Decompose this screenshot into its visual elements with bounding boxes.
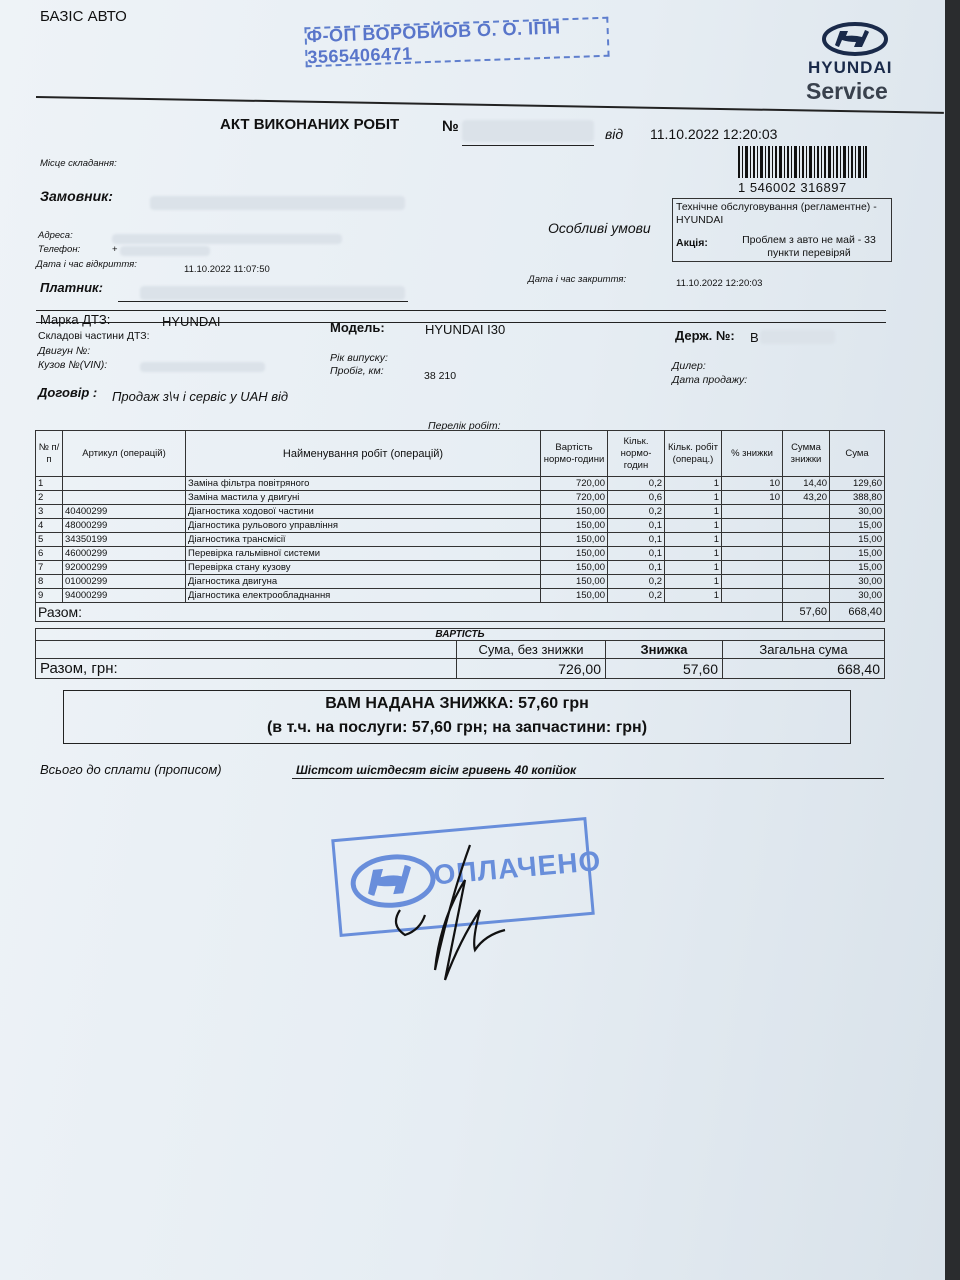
table-row xyxy=(36,575,885,589)
table-row xyxy=(36,505,885,519)
model-label: Модель: xyxy=(330,320,385,335)
row-number: 2 xyxy=(36,491,63,505)
promo-label: Акція: xyxy=(676,237,708,249)
row-work-name: Заміна мастила у двигуні xyxy=(186,491,541,505)
table-row xyxy=(36,533,885,547)
row-number: 6 xyxy=(36,547,63,561)
discount-line2: (в т.ч. на послуги: 57,60 грн; на запчастини: грн) xyxy=(266,719,648,736)
sale-date-label: Дата продажу: xyxy=(672,374,748,386)
row-article xyxy=(63,491,186,505)
opened-label: Дата і час відкриття: xyxy=(36,259,137,270)
row-discount-sum xyxy=(783,589,830,603)
row-work-name: Перевірка гальмівної системи xyxy=(186,547,541,561)
redacted-address xyxy=(112,234,342,244)
barcode-number: 1 546002 316897 xyxy=(738,180,847,195)
row-article xyxy=(63,477,186,491)
row-work-name: Діагностика двигуна xyxy=(186,575,541,589)
row-discount-sum xyxy=(783,547,830,561)
phone-prefix: + xyxy=(112,244,118,255)
table-row xyxy=(36,547,885,561)
table-row xyxy=(36,589,885,603)
row-hours: 0,2 xyxy=(608,505,665,519)
row-sum: 15,00 xyxy=(830,533,885,547)
row-discount-pct xyxy=(722,547,783,561)
amount-words-underline xyxy=(292,778,884,779)
row-price: 150,00 xyxy=(541,589,608,603)
redacted-customer xyxy=(150,196,405,210)
row-hours: 0,6 xyxy=(608,491,665,505)
customer-label: Замовник: xyxy=(40,188,113,204)
col-price: Вартість нормо-години xyxy=(541,431,608,477)
cost-total-value: 668,40 xyxy=(723,659,885,679)
col-discount-pct: % знижки xyxy=(722,431,783,477)
row-price: 150,00 xyxy=(541,561,608,575)
address-label: Адреса: xyxy=(38,230,73,241)
engine-label: Двигун №: xyxy=(38,345,91,357)
redacted-phone xyxy=(120,246,210,256)
row-price: 720,00 xyxy=(541,491,608,505)
brand-service: Service xyxy=(806,78,888,104)
cost-blank-header xyxy=(36,641,457,659)
works-caption: Перелік робіт: xyxy=(428,420,501,432)
row-discount-pct xyxy=(722,589,783,603)
table-row xyxy=(36,519,885,533)
row-hours: 0,1 xyxy=(608,547,665,561)
row-work-name: Діагностика ходової частини xyxy=(186,505,541,519)
row-article: 46000299 xyxy=(63,547,186,561)
special-conditions-box xyxy=(672,198,892,262)
closed-label: Дата і час закриття: xyxy=(528,274,627,285)
col-hours: Кільк. нормо-годин xyxy=(608,431,665,477)
opened-value: 11.10.2022 11:07:50 xyxy=(184,264,270,275)
barcode xyxy=(738,146,868,183)
row-discount-pct xyxy=(722,533,783,547)
row-sum: 15,00 xyxy=(830,547,885,561)
contract-value: Продаж з\ч і сервіс у UAH від xyxy=(112,389,289,404)
row-qty: 1 xyxy=(665,589,722,603)
row-number: 8 xyxy=(36,575,63,589)
row-discount-sum xyxy=(783,519,830,533)
place-label: Місце складання: xyxy=(40,158,117,169)
row-article: 40400299 xyxy=(63,505,186,519)
cost-col-without: Сума, без знижки xyxy=(457,641,606,659)
row-number: 9 xyxy=(36,589,63,603)
row-hours: 0,2 xyxy=(608,477,665,491)
brand-name: HYUNDAI xyxy=(808,58,893,77)
row-sum: 388,80 xyxy=(830,491,885,505)
row-sum: 15,00 xyxy=(830,519,885,533)
row-sum: 15,00 xyxy=(830,561,885,575)
row-discount-sum: 43,20 xyxy=(783,491,830,505)
row-hours: 0,1 xyxy=(608,519,665,533)
paid-stamp-text: ОПЛАЧЕНО xyxy=(432,844,603,891)
number-underline xyxy=(462,145,594,146)
cost-caption: ВАРТІСТЬ xyxy=(36,629,885,641)
row-qty: 1 xyxy=(665,575,722,589)
row-number: 5 xyxy=(36,533,63,547)
row-price: 150,00 xyxy=(541,519,608,533)
service-type: Технічне обслуговування (регламентне) - HYUNDAI xyxy=(676,201,877,226)
payer-underline xyxy=(118,301,408,302)
row-discount-sum xyxy=(783,561,830,575)
row-sum: 30,00 xyxy=(830,505,885,519)
row-price: 150,00 xyxy=(541,575,608,589)
row-price: 720,00 xyxy=(541,477,608,491)
discount-line1: ВАМ НАДАНА ЗНИЖКА: 57,60 грн xyxy=(325,695,589,712)
col-article: Артикул (операцій) xyxy=(63,431,186,477)
mileage-value: 38 210 xyxy=(424,370,457,382)
row-qty: 1 xyxy=(665,491,722,505)
special-conditions-label: Особливі умови xyxy=(548,220,651,236)
year-label: Рік випуску: xyxy=(330,352,388,364)
row-work-name: Діагностика рульового управління xyxy=(186,519,541,533)
company-name: БАЗІС АВТО xyxy=(40,8,127,25)
plate-label: Держ. №: xyxy=(675,328,735,343)
hyundai-logo xyxy=(822,22,888,61)
act-title: АКТ ВИКОНАНИХ РОБІТ xyxy=(220,116,400,133)
row-hours: 0,2 xyxy=(608,575,665,589)
row-work-name: Заміна фільтра повітряного xyxy=(186,477,541,491)
col-name: Найменування робіт (операцій) xyxy=(186,431,541,477)
phone-label: Телефон: xyxy=(38,244,81,255)
cost-col-discount: Знижка xyxy=(606,641,723,659)
row-discount-pct xyxy=(722,519,783,533)
discount-box xyxy=(63,690,851,744)
row-discount-pct xyxy=(722,575,783,589)
dealer-label: Дилер: xyxy=(672,360,706,372)
row-article: 34350199 xyxy=(63,533,186,547)
row-hours: 0,1 xyxy=(608,533,665,547)
row-sum: 30,00 xyxy=(830,575,885,589)
body-label: Кузов №(VIN): xyxy=(38,359,108,371)
row-hours: 0,2 xyxy=(608,589,665,603)
total-label: Разом: xyxy=(36,603,783,622)
col-number: № п/п xyxy=(36,431,63,477)
hyundai-emblem-icon xyxy=(822,22,888,56)
total-discount: 57,60 xyxy=(783,603,830,622)
vehicle-top-rule xyxy=(36,310,886,311)
works-table xyxy=(35,430,885,622)
row-number: 1 xyxy=(36,477,63,491)
contract-label: Договір : xyxy=(38,385,98,400)
make-label: Марка ДТЗ: xyxy=(40,312,111,327)
row-discount-sum xyxy=(783,575,830,589)
row-number: 7 xyxy=(36,561,63,575)
row-article: 92000299 xyxy=(63,561,186,575)
act-number-label: № xyxy=(442,118,459,135)
row-discount-pct: 10 xyxy=(722,491,783,505)
cost-row-label: Разом, грн: xyxy=(36,659,457,679)
row-qty: 1 xyxy=(665,505,722,519)
row-work-name: Діагностика електрообладнання xyxy=(186,589,541,603)
col-discount-sum: Сумма знижки xyxy=(783,431,830,477)
table-row xyxy=(36,561,885,575)
row-qty: 1 xyxy=(665,561,722,575)
parts-label: Складові частини ДТЗ: xyxy=(38,330,150,342)
col-qty: Кільк. робіт (операц.) xyxy=(665,431,722,477)
mileage-label: Пробіг, км: xyxy=(330,365,384,377)
redacted-payer xyxy=(140,286,405,300)
row-price: 150,00 xyxy=(541,533,608,547)
act-date-label: від xyxy=(605,126,624,142)
row-discount-pct xyxy=(722,561,783,575)
amount-words-label: Всього до сплати (прописом) xyxy=(40,762,222,777)
promo-value: Проблем з авто не май - 33 пункти перевіряй xyxy=(742,234,876,259)
table-row xyxy=(36,491,885,505)
total-sum: 668,40 xyxy=(830,603,885,622)
redacted-act-number xyxy=(462,120,594,142)
row-qty: 1 xyxy=(665,519,722,533)
signature xyxy=(380,840,520,990)
act-date: 11.10.2022 12:20:03 xyxy=(650,126,778,142)
cost-discount-value: 57,60 xyxy=(606,659,723,679)
cost-table xyxy=(35,628,885,679)
redacted-plate xyxy=(760,330,835,344)
row-work-name: Діагностика трансмісії xyxy=(186,533,541,547)
model-value: HYUNDAI I30 xyxy=(425,322,506,337)
row-price: 150,00 xyxy=(541,547,608,561)
row-number: 3 xyxy=(36,505,63,519)
row-qty: 1 xyxy=(665,533,722,547)
row-work-name: Перевірка стану кузову xyxy=(186,561,541,575)
row-number: 4 xyxy=(36,519,63,533)
amount-words-value: Шістсот шістдесят вісім гривень 40 копійок xyxy=(296,763,577,777)
table-total-row xyxy=(36,603,885,622)
row-discount-sum xyxy=(783,505,830,519)
cost-without-value: 726,00 xyxy=(457,659,606,679)
row-article: 94000299 xyxy=(63,589,186,603)
make-value: HYUNDAI xyxy=(162,314,221,329)
row-qty: 1 xyxy=(665,547,722,561)
row-discount-sum xyxy=(783,533,830,547)
col-sum: Сума xyxy=(830,431,885,477)
plate-prefix: B xyxy=(750,330,759,345)
row-discount-pct xyxy=(722,505,783,519)
row-article: 48000299 xyxy=(63,519,186,533)
payer-label: Платник: xyxy=(40,280,103,295)
row-price: 150,00 xyxy=(541,505,608,519)
row-discount-pct: 10 xyxy=(722,477,783,491)
row-qty: 1 xyxy=(665,477,722,491)
row-article: 01000299 xyxy=(63,575,186,589)
closed-value: 11.10.2022 12:20:03 xyxy=(676,278,763,289)
row-sum: 129,60 xyxy=(830,477,885,491)
cost-col-total: Загальна сума xyxy=(723,641,885,659)
entrepreneur-stamp: Ф-ОП ВОРОБЙОВ О. О. ІПН 3565406471 xyxy=(304,17,609,68)
row-sum: 30,00 xyxy=(830,589,885,603)
row-discount-sum: 14,40 xyxy=(783,477,830,491)
table-row xyxy=(36,477,885,491)
redacted-vin xyxy=(140,362,265,372)
row-hours: 0,1 xyxy=(608,561,665,575)
